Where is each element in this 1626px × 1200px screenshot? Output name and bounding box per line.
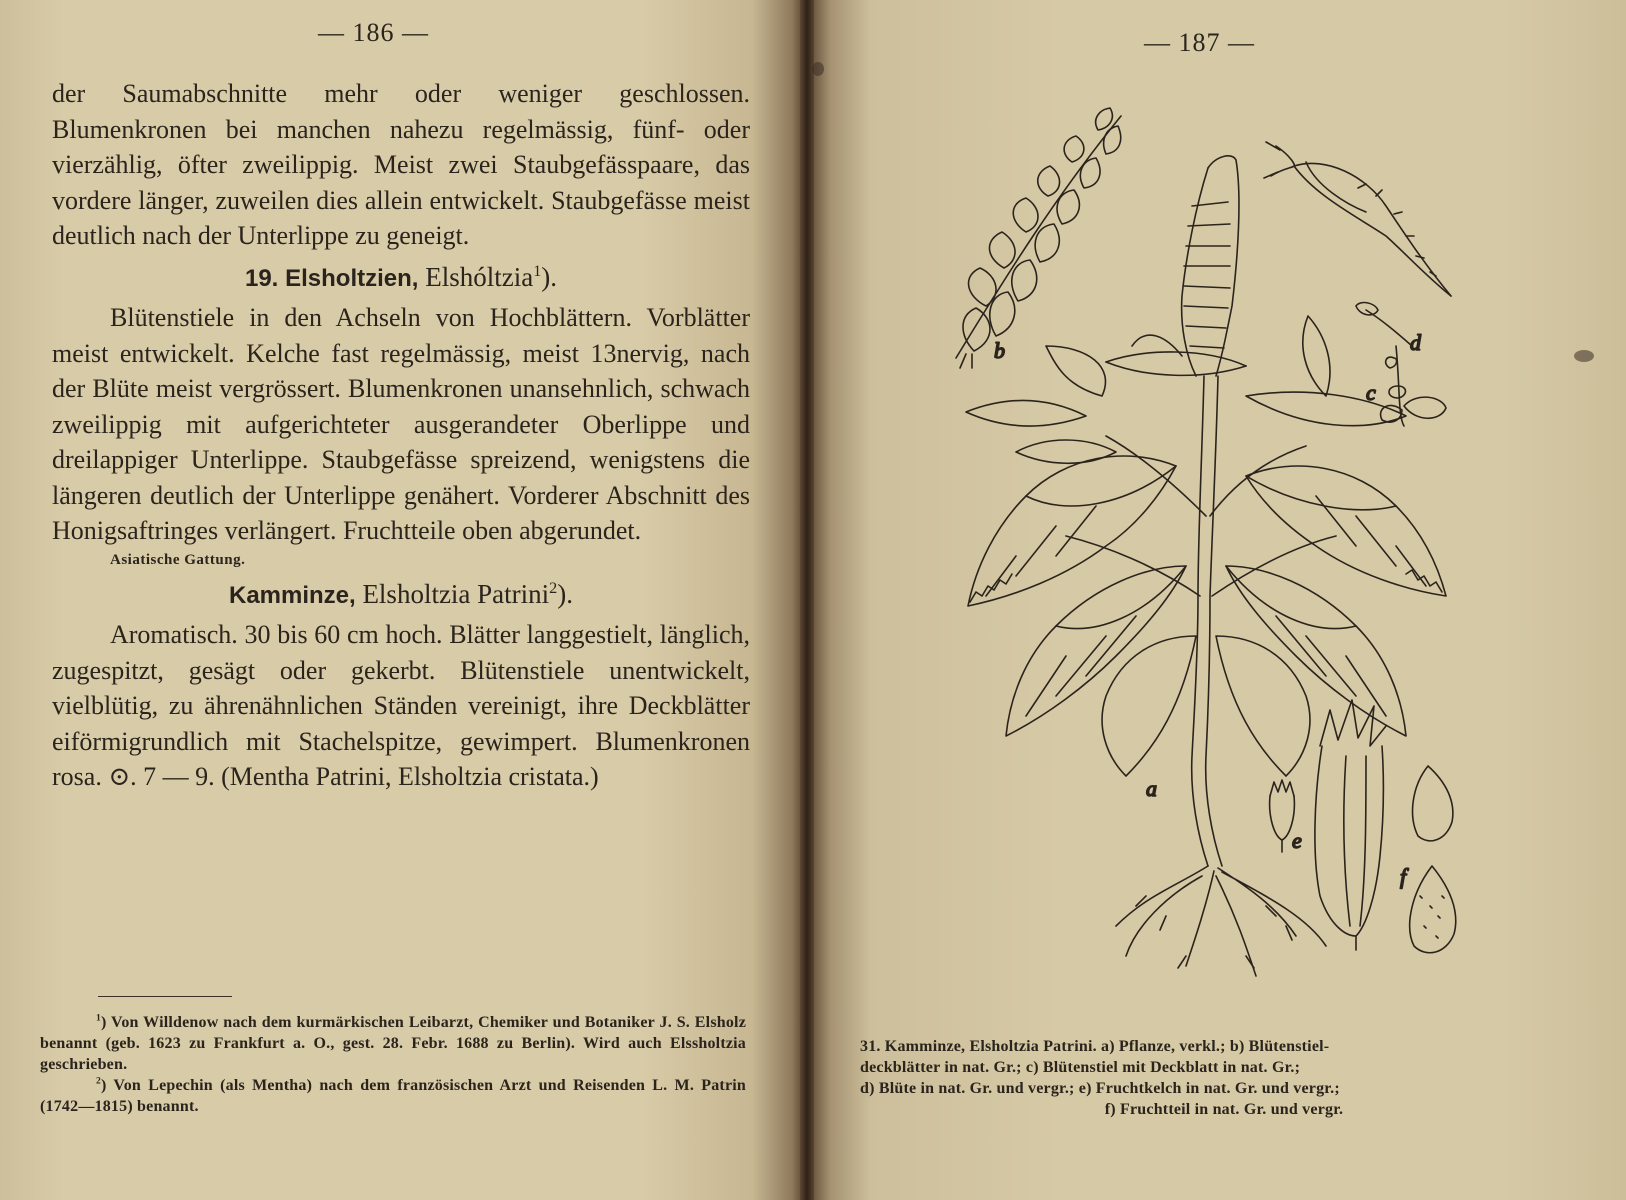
page-number-left: — 186 — xyxy=(318,18,429,47)
bract-spike-drawing xyxy=(956,108,1121,368)
species-heading xyxy=(52,577,750,614)
caption-line-3: d) Blüte in nat. Gr. und vergr.; e) Fruchtkelch in nat. Gr. und vergr.; xyxy=(860,1080,1340,1097)
genus-distribution-note: Asiatische Gattung. xyxy=(110,551,246,568)
footnote-2-text: ) Von Lepechin (als Mentha) nach dem französischen Arzt und Reisenden L. M. Patrin (1742—1815) benannt. xyxy=(40,1077,746,1115)
fruiting-calyx-small-drawing xyxy=(1270,780,1295,852)
footnote-2-marker: 2 xyxy=(96,1075,101,1087)
footnote-1-marker: 1 xyxy=(96,1012,101,1024)
figure-label-b: b xyxy=(994,338,1005,363)
genus-heading-end: ). xyxy=(541,261,558,292)
left-page-body xyxy=(52,76,750,795)
page-smudge xyxy=(812,62,824,76)
intro-paragraph: der Saumabschnitte mehr oder weniger geschlossen. Blumenkronen bei manchen nahezu regelmässig, fünf- oder vierzählig, öfter zweilippig. Meist zwei Staubgefässpaare, das vordere länger, zuweilen dies allein entwickelt. Staubgefässe meist deutlich nach der Unterlippe zu geneigt. xyxy=(52,79,750,250)
species-german-name: Kamminze, xyxy=(228,581,356,609)
right-page xyxy=(814,0,1626,1200)
plant-drawing xyxy=(966,156,1446,976)
botanical-illustration xyxy=(946,96,1506,1016)
footnote-1 xyxy=(40,1012,746,1075)
footnote-ref-1: 1 xyxy=(533,261,542,280)
figure-label-a: a xyxy=(1146,776,1157,801)
species-description: Aromatisch. 30 bis 60 cm hoch. Blätter langgestielt, länglich, zugespitzt, gesägt oder gekerbt. Blütenstiele unentwickelt, vielblütig, zu ährenähnlichen Ständen vereinigt, ihre Deckblätter eiförmigrundlich mit Stachelspitze, gewimpert. Blumenkronen rosa. ⊙. 7 — 9. (Mentha Patrini, Elsholtzia cristata.) xyxy=(52,620,750,791)
footnotes xyxy=(40,1012,746,1117)
footnote-2 xyxy=(40,1075,746,1117)
page-number-right: — 187 — xyxy=(1144,28,1255,57)
flower-drawing xyxy=(1264,142,1451,346)
footnote-1-text: ) Von Willdenow nach dem kurmärkischen Leibarzt, Chemiker und Botaniker J. S. Elsholz benannt (geb. 1623 zu Frankfurt a. O., gest. 28. Febr. 1688 zu Berlin). Wird auch Elssholtzia geschrieben. xyxy=(40,1014,746,1073)
figure-label-d: d xyxy=(1410,330,1421,355)
flower-stalk-drawing xyxy=(1381,346,1446,426)
footnote-ref-2: 2 xyxy=(549,578,558,597)
species-heading-end: ). xyxy=(557,578,574,609)
genus-latin-name: Elshóltzia xyxy=(425,261,534,292)
caption-line-2: deckblätter in nat. Gr.; c) Blütenstiel mit Deckblatt in nat. Gr.; xyxy=(860,1059,1301,1076)
genus-heading xyxy=(52,260,750,297)
species-latin-name: Elsholtzia Patrini xyxy=(362,578,550,609)
genus-number: 19. xyxy=(244,264,279,292)
book-gutter xyxy=(800,0,814,1200)
footnote-divider xyxy=(98,996,232,997)
figure-caption xyxy=(860,1036,1588,1120)
caption-line-1: 31. Kamminze, Elsholtzia Patrini. a) Pflanze, verkl.; b) Blütenstiel- xyxy=(860,1038,1330,1055)
figure-label-e: e xyxy=(1292,828,1302,853)
left-page xyxy=(0,0,800,1200)
caption-line-4: f) Fruchtteil in nat. Gr. und vergr. xyxy=(1104,1101,1344,1118)
nutlet-drawing xyxy=(1410,766,1456,953)
figure-label-f: f xyxy=(1400,864,1407,889)
fruiting-calyx-large-drawing xyxy=(1315,700,1386,950)
genus-description: Blütenstiele in den Achseln von Hochblättern. Vorblätter meist entwickelt. Kelche fast regelmässig, meist 13nervig, nach der Blüte meist vergrössert. Blumenkronen unansehnlich, schwach zweilippig mit aufgerichteter ausgerandeter Oberlippe und dreilappiger Unterlippe. Staubgefässe spreizend, wenigstens die längeren deutlich der Unterlippe genähert. Vorderer Abschnitt des Honigsaftringes verlängert. Fruchtteile oben abgerundet. xyxy=(52,303,750,545)
page-smudge xyxy=(1574,350,1594,362)
genus-german-name: Elsholtzien, xyxy=(285,264,419,292)
figure-label-c: c xyxy=(1366,380,1376,405)
